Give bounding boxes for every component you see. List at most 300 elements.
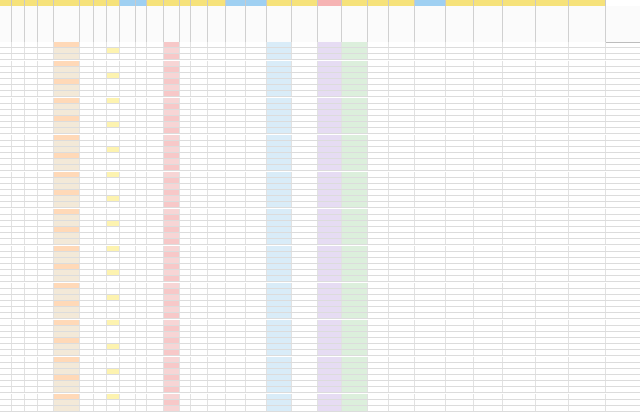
table-cell[interactable] [292, 190, 318, 195]
table-cell[interactable] [120, 54, 136, 59]
table-cell[interactable] [246, 54, 267, 59]
table-cell[interactable] [226, 406, 246, 411]
table-cell[interactable] [147, 54, 164, 59]
table-cell[interactable] [267, 400, 292, 405]
table-cell[interactable] [342, 165, 368, 170]
table-cell[interactable] [12, 202, 25, 207]
table-cell[interactable] [292, 153, 318, 158]
table-cell[interactable] [536, 79, 569, 84]
table-cell[interactable] [80, 258, 94, 263]
table-cell[interactable] [208, 338, 226, 343]
table-cell[interactable] [368, 387, 389, 392]
table-cell[interactable] [38, 73, 54, 78]
table-cell[interactable] [0, 344, 12, 349]
table-cell[interactable] [446, 122, 474, 127]
table-cell[interactable] [446, 184, 474, 189]
table-cell[interactable] [342, 128, 368, 133]
table-cell[interactable] [107, 301, 120, 306]
table-cell[interactable] [569, 252, 606, 257]
table-cell[interactable] [246, 406, 267, 411]
table-cell[interactable] [536, 165, 569, 170]
table-cell[interactable] [389, 320, 415, 325]
table-cell[interactable] [318, 344, 342, 349]
table-cell[interactable] [569, 350, 606, 355]
table-cell[interactable] [107, 48, 120, 53]
table-cell[interactable] [292, 147, 318, 152]
table-cell[interactable] [389, 104, 415, 109]
table-cell[interactable] [107, 153, 120, 158]
table-cell[interactable] [342, 98, 368, 103]
table-cell[interactable] [246, 313, 267, 318]
table-cell[interactable] [246, 147, 267, 152]
table-cell[interactable] [536, 301, 569, 306]
table-cell[interactable] [368, 400, 389, 405]
table-cell[interactable] [389, 369, 415, 374]
table-cell[interactable] [446, 332, 474, 337]
table-cell[interactable] [0, 190, 12, 195]
table-cell[interactable] [191, 128, 208, 133]
table-cell[interactable] [12, 381, 25, 386]
table-cell[interactable] [267, 42, 292, 47]
table-cell[interactable] [292, 233, 318, 238]
table-cell[interactable] [180, 184, 191, 189]
table-cell[interactable] [389, 381, 415, 386]
table-cell[interactable] [368, 135, 389, 140]
table-cell[interactable] [147, 246, 164, 251]
table-cell[interactable] [147, 67, 164, 72]
table-cell[interactable] [368, 190, 389, 195]
table-cell[interactable] [147, 252, 164, 257]
table-cell[interactable] [25, 153, 38, 158]
table-cell[interactable] [180, 258, 191, 263]
table-cell[interactable] [292, 178, 318, 183]
table-cell[interactable] [12, 350, 25, 355]
table-cell[interactable] [292, 289, 318, 294]
table-cell[interactable] [246, 320, 267, 325]
table-cell[interactable] [569, 406, 606, 411]
table-cell[interactable] [368, 233, 389, 238]
table-cell[interactable] [318, 215, 342, 220]
table-cell[interactable] [318, 147, 342, 152]
table-cell[interactable] [267, 307, 292, 312]
table-cell[interactable] [0, 42, 12, 47]
table-cell[interactable] [94, 338, 107, 343]
table-cell[interactable] [54, 239, 80, 244]
table-cell[interactable] [38, 110, 54, 115]
table-cell[interactable] [368, 165, 389, 170]
table-cell[interactable] [80, 116, 94, 121]
table-cell[interactable] [536, 128, 569, 133]
table-cell[interactable] [0, 227, 12, 232]
table-cell[interactable] [208, 116, 226, 121]
table-cell[interactable] [446, 357, 474, 362]
table-cell[interactable] [54, 48, 80, 53]
table-cell[interactable] [164, 153, 180, 158]
table-cell[interactable] [0, 252, 12, 257]
table-cell[interactable] [318, 394, 342, 399]
table-cell[interactable] [25, 394, 38, 399]
table-cell[interactable] [415, 165, 446, 170]
table-cell[interactable] [342, 135, 368, 140]
table-cell[interactable] [164, 301, 180, 306]
table-cell[interactable] [80, 159, 94, 164]
table-cell[interactable] [180, 233, 191, 238]
table-cell[interactable] [246, 209, 267, 214]
table-cell[interactable] [180, 289, 191, 294]
table-cell[interactable] [503, 289, 536, 294]
table-cell[interactable] [389, 375, 415, 380]
table-cell[interactable] [147, 326, 164, 331]
table-cell[interactable] [120, 190, 136, 195]
column-header-cell[interactable] [267, 6, 292, 42]
table-cell[interactable] [267, 295, 292, 300]
table-cell[interactable] [147, 116, 164, 121]
table-cell[interactable] [180, 202, 191, 207]
table-cell[interactable] [54, 184, 80, 189]
table-cell[interactable] [208, 326, 226, 331]
table-cell[interactable] [415, 301, 446, 306]
table-cell[interactable] [120, 184, 136, 189]
table-cell[interactable] [569, 153, 606, 158]
table-cell[interactable] [120, 79, 136, 84]
table-cell[interactable] [136, 54, 147, 59]
table-cell[interactable] [536, 276, 569, 281]
column-header-cell[interactable] [226, 6, 246, 42]
table-cell[interactable] [180, 406, 191, 411]
table-cell[interactable] [389, 54, 415, 59]
table-cell[interactable] [191, 215, 208, 220]
table-cell[interactable] [191, 42, 208, 47]
table-cell[interactable] [342, 400, 368, 405]
column-header-cell[interactable] [94, 6, 107, 42]
table-cell[interactable] [389, 307, 415, 312]
table-cell[interactable] [54, 98, 80, 103]
table-cell[interactable] [536, 369, 569, 374]
table-cell[interactable] [0, 239, 12, 244]
table-cell[interactable] [191, 357, 208, 362]
table-cell[interactable] [226, 363, 246, 368]
table-cell[interactable] [318, 307, 342, 312]
table-cell[interactable] [226, 307, 246, 312]
table-cell[interactable] [80, 147, 94, 152]
table-cell[interactable] [389, 387, 415, 392]
table-cell[interactable] [342, 264, 368, 269]
table-cell[interactable] [147, 128, 164, 133]
table-cell[interactable] [107, 326, 120, 331]
table-cell[interactable] [120, 110, 136, 115]
table-cell[interactable] [292, 313, 318, 318]
table-cell[interactable] [208, 344, 226, 349]
table-cell[interactable] [536, 381, 569, 386]
table-cell[interactable] [208, 172, 226, 177]
table-cell[interactable] [292, 42, 318, 47]
table-cell[interactable] [536, 184, 569, 189]
table-cell[interactable] [0, 258, 12, 263]
table-cell[interactable] [25, 61, 38, 66]
table-cell[interactable] [503, 258, 536, 263]
table-cell[interactable] [120, 394, 136, 399]
table-cell[interactable] [80, 387, 94, 392]
table-cell[interactable] [136, 264, 147, 269]
table-cell[interactable] [569, 264, 606, 269]
table-cell[interactable] [164, 73, 180, 78]
column-header-cell[interactable] [208, 6, 226, 42]
table-cell[interactable] [80, 252, 94, 257]
table-cell[interactable] [292, 338, 318, 343]
table-cell[interactable] [12, 313, 25, 318]
table-cell[interactable] [80, 61, 94, 66]
table-cell[interactable] [25, 387, 38, 392]
table-cell[interactable] [136, 172, 147, 177]
table-cell[interactable] [94, 258, 107, 263]
table-cell[interactable] [38, 381, 54, 386]
table-cell[interactable] [25, 344, 38, 349]
table-cell[interactable] [446, 79, 474, 84]
table-cell[interactable] [25, 313, 38, 318]
table-cell[interactable] [318, 141, 342, 146]
table-cell[interactable] [415, 326, 446, 331]
table-cell[interactable] [191, 344, 208, 349]
table-cell[interactable] [318, 209, 342, 214]
table-cell[interactable] [342, 375, 368, 380]
table-cell[interactable] [180, 153, 191, 158]
table-cell[interactable] [292, 283, 318, 288]
table-cell[interactable] [415, 258, 446, 263]
table-cell[interactable] [415, 381, 446, 386]
table-cell[interactable] [164, 283, 180, 288]
table-cell[interactable] [136, 184, 147, 189]
table-cell[interactable] [164, 338, 180, 343]
table-cell[interactable] [368, 73, 389, 78]
table-cell[interactable] [208, 110, 226, 115]
table-cell[interactable] [267, 153, 292, 158]
table-cell[interactable] [415, 221, 446, 226]
table-cell[interactable] [12, 190, 25, 195]
table-cell[interactable] [12, 209, 25, 214]
table-cell[interactable] [246, 221, 267, 226]
table-cell[interactable] [94, 135, 107, 140]
table-cell[interactable] [569, 363, 606, 368]
table-cell[interactable] [474, 227, 503, 232]
table-cell[interactable] [191, 79, 208, 84]
table-cell[interactable] [80, 73, 94, 78]
table-cell[interactable] [38, 387, 54, 392]
table-cell[interactable] [569, 178, 606, 183]
table-cell[interactable] [226, 79, 246, 84]
table-cell[interactable] [226, 98, 246, 103]
table-cell[interactable] [415, 307, 446, 312]
table-cell[interactable] [107, 165, 120, 170]
table-cell[interactable] [389, 344, 415, 349]
table-cell[interactable] [191, 209, 208, 214]
table-cell[interactable] [415, 320, 446, 325]
table-cell[interactable] [292, 363, 318, 368]
table-cell[interactable] [147, 375, 164, 380]
table-cell[interactable] [0, 320, 12, 325]
table-cell[interactable] [164, 246, 180, 251]
table-cell[interactable] [120, 122, 136, 127]
table-cell[interactable] [292, 215, 318, 220]
table-cell[interactable] [389, 252, 415, 257]
table-cell[interactable] [342, 233, 368, 238]
table-cell[interactable] [164, 289, 180, 294]
table-cell[interactable] [0, 54, 12, 59]
table-cell[interactable] [536, 54, 569, 59]
table-cell[interactable] [246, 190, 267, 195]
table-cell[interactable] [389, 406, 415, 411]
table-cell[interactable] [226, 289, 246, 294]
table-cell[interactable] [446, 172, 474, 177]
table-cell[interactable] [226, 387, 246, 392]
table-cell[interactable] [38, 61, 54, 66]
table-cell[interactable] [368, 209, 389, 214]
table-cell[interactable] [0, 196, 12, 201]
table-cell[interactable] [503, 153, 536, 158]
table-cell[interactable] [318, 289, 342, 294]
table-cell[interactable] [38, 85, 54, 90]
table-cell[interactable] [536, 357, 569, 362]
table-cell[interactable] [38, 215, 54, 220]
table-cell[interactable] [180, 73, 191, 78]
table-cell[interactable] [147, 98, 164, 103]
column-header-cell[interactable] [342, 6, 368, 42]
table-cell[interactable] [94, 54, 107, 59]
table-cell[interactable] [503, 128, 536, 133]
table-cell[interactable] [94, 357, 107, 362]
table-cell[interactable] [569, 147, 606, 152]
table-cell[interactable] [191, 135, 208, 140]
table-cell[interactable] [226, 67, 246, 72]
table-cell[interactable] [38, 295, 54, 300]
table-cell[interactable] [180, 239, 191, 244]
table-cell[interactable] [147, 196, 164, 201]
table-cell[interactable] [226, 270, 246, 275]
table-cell[interactable] [318, 270, 342, 275]
table-cell[interactable] [569, 141, 606, 146]
table-cell[interactable] [569, 91, 606, 96]
table-cell[interactable] [94, 307, 107, 312]
table-cell[interactable] [180, 320, 191, 325]
table-cell[interactable] [147, 110, 164, 115]
column-header-cell[interactable] [107, 6, 120, 42]
table-cell[interactable] [246, 73, 267, 78]
table-cell[interactable] [342, 116, 368, 121]
table-cell[interactable] [267, 159, 292, 164]
table-cell[interactable] [342, 369, 368, 374]
table-cell[interactable] [54, 394, 80, 399]
table-cell[interactable] [503, 165, 536, 170]
table-cell[interactable] [25, 128, 38, 133]
table-cell[interactable] [267, 209, 292, 214]
table-cell[interactable] [94, 122, 107, 127]
table-cell[interactable] [38, 233, 54, 238]
table-cell[interactable] [120, 283, 136, 288]
table-cell[interactable] [208, 61, 226, 66]
table-cell[interactable] [474, 344, 503, 349]
table-cell[interactable] [318, 190, 342, 195]
table-cell[interactable] [246, 375, 267, 380]
table-cell[interactable] [342, 344, 368, 349]
table-cell[interactable] [107, 369, 120, 374]
table-cell[interactable] [415, 375, 446, 380]
table-cell[interactable] [292, 264, 318, 269]
table-cell[interactable] [318, 122, 342, 127]
table-cell[interactable] [246, 215, 267, 220]
table-cell[interactable] [25, 332, 38, 337]
table-cell[interactable] [25, 54, 38, 59]
table-cell[interactable] [180, 350, 191, 355]
table-cell[interactable] [120, 116, 136, 121]
table-cell[interactable] [80, 141, 94, 146]
table-cell[interactable] [120, 313, 136, 318]
table-cell[interactable] [389, 400, 415, 405]
table-cell[interactable] [38, 190, 54, 195]
table-cell[interactable] [107, 215, 120, 220]
table-cell[interactable] [191, 252, 208, 257]
table-cell[interactable] [536, 338, 569, 343]
table-cell[interactable] [389, 233, 415, 238]
table-cell[interactable] [147, 276, 164, 281]
table-cell[interactable] [12, 320, 25, 325]
table-cell[interactable] [208, 104, 226, 109]
table-cell[interactable] [136, 178, 147, 183]
table-cell[interactable] [368, 122, 389, 127]
table-cell[interactable] [389, 128, 415, 133]
table-cell[interactable] [474, 153, 503, 158]
table-cell[interactable] [0, 135, 12, 140]
table-cell[interactable] [246, 85, 267, 90]
table-cell[interactable] [164, 98, 180, 103]
table-cell[interactable] [368, 215, 389, 220]
table-cell[interactable] [474, 406, 503, 411]
table-cell[interactable] [368, 369, 389, 374]
table-cell[interactable] [318, 48, 342, 53]
table-cell[interactable] [267, 357, 292, 362]
table-cell[interactable] [446, 233, 474, 238]
table-cell[interactable] [536, 400, 569, 405]
table-cell[interactable] [474, 165, 503, 170]
table-cell[interactable] [94, 209, 107, 214]
table-cell[interactable] [415, 190, 446, 195]
table-cell[interactable] [342, 381, 368, 386]
table-cell[interactable] [503, 159, 536, 164]
table-cell[interactable] [80, 307, 94, 312]
table-cell[interactable] [292, 320, 318, 325]
table-cell[interactable] [0, 172, 12, 177]
table-cell[interactable] [120, 147, 136, 152]
table-cell[interactable] [536, 394, 569, 399]
table-cell[interactable] [569, 233, 606, 238]
table-cell[interactable] [208, 91, 226, 96]
column-header-cell[interactable] [474, 6, 503, 42]
table-cell[interactable] [368, 91, 389, 96]
table-cell[interactable] [12, 246, 25, 251]
table-cell[interactable] [318, 387, 342, 392]
table-cell[interactable] [569, 258, 606, 263]
table-cell[interactable] [12, 128, 25, 133]
table-cell[interactable] [12, 387, 25, 392]
table-cell[interactable] [208, 54, 226, 59]
table-cell[interactable] [147, 233, 164, 238]
table-cell[interactable] [536, 350, 569, 355]
table-cell[interactable] [292, 202, 318, 207]
table-cell[interactable] [38, 344, 54, 349]
table-cell[interactable] [446, 320, 474, 325]
table-cell[interactable] [164, 375, 180, 380]
table-cell[interactable] [54, 406, 80, 411]
table-cell[interactable] [474, 307, 503, 312]
table-cell[interactable] [446, 400, 474, 405]
